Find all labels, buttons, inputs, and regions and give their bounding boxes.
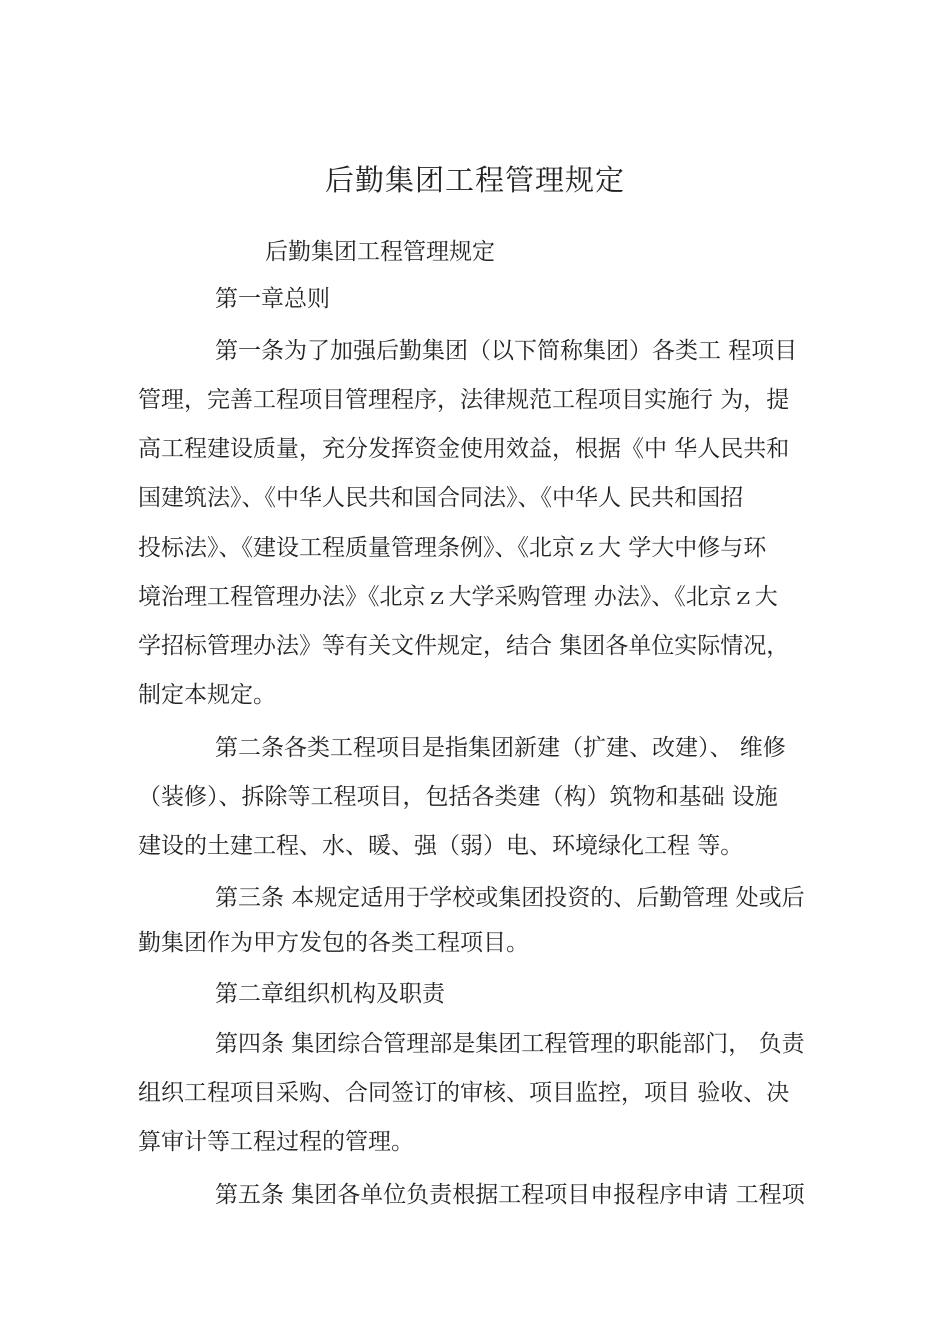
paragraph-line: 第五条 集团各单位负责根据工程项目申报程序申请 工程项	[215, 1182, 805, 1208]
paragraph-line: 算审计等工程过程的管理。	[138, 1129, 414, 1155]
paragraph-line: 第四条 集团综合管理部是集团工程管理的职能部门， 负责	[215, 1031, 805, 1057]
paragraph-line: 建设的土建工程、水、暖、强（弱）电、环境绿化工程 等。	[138, 833, 744, 859]
paragraph-line: 国建筑法》、《中华人民共和国合同法》、《中华人 民共和国招	[138, 485, 744, 511]
paragraph-line: 高工程建设质量，充分发挥资金使用效益，根据《中 华人民共和	[138, 436, 790, 462]
document-subtitle: 后勤集团工程管理规定	[265, 239, 495, 265]
paragraph-line: 第一条为了加强后勤集团（以下简称集团）各类工 程项目	[215, 338, 798, 364]
paragraph-line: 组织工程项目采购、合同签订的审核、项目监控，项目 验收、决	[138, 1080, 790, 1106]
paragraph-line: 勤集团作为甲方发包的各类工程项目。	[138, 930, 529, 956]
paragraph-line: 学招标管理办法》等有关文件规定，结合 集团各单位实际情况，	[138, 633, 790, 659]
paragraph-line: 境治理工程管理办法》《北京ｚ大学采购管理 办法》、《北京ｚ大	[138, 584, 778, 610]
paragraph-line: 管理，完善工程项目管理程序，法律规范工程项目实施行 为，提	[138, 387, 790, 413]
paragraph-line: （装修）、拆除等工程项目，包括各类建（构）筑物和基础 设施	[138, 784, 778, 810]
chapter-heading: 第一章总则	[215, 286, 330, 312]
paragraph-line: 制定本规定。	[138, 682, 276, 708]
chapter-heading: 第二章组织机构及职责	[215, 981, 445, 1007]
document-title: 后勤集团工程管理规定	[324, 163, 625, 197]
paragraph-line: 投标法》、《建设工程质量管理条例》、《北京ｚ大 学大中修与环	[138, 535, 767, 561]
paragraph-line: 第二条各类工程项目是指集团新建（扩建、改建）、 维修	[215, 735, 786, 761]
paragraph-line: 第三条 本规定适用于学校或集团投资的、后勤管理 处或后	[215, 885, 805, 911]
